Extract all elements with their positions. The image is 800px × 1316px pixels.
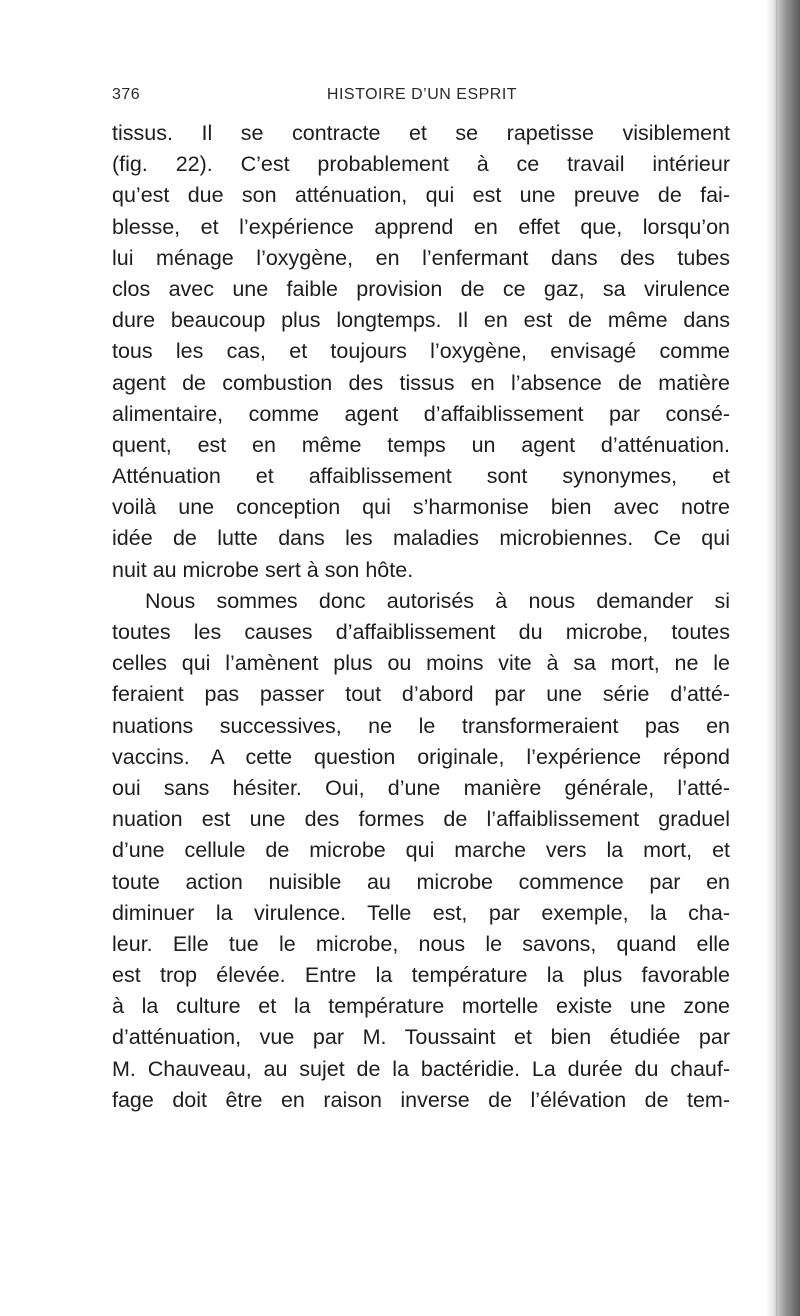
text-line: nuit au microbe sert à son hôte. [112,557,414,582]
text-line: voilà une conception qui s’harmonise bien avec notre [112,495,730,520]
text-line: leur. Elle tue le microbe, nous le savons, quand elle [112,931,730,956]
body-text [112,118,730,1116]
text-line: clos avec une faible provision de ce gaz, sa virulence [112,276,730,301]
text-line: tissus. Il se contracte et se rapetisse visiblement [112,121,730,145]
text-line: Nous sommes donc autorisés à nous demander si [145,588,730,613]
text-line: qu’est due son atténuation, qui est une preuve de fai- [112,183,730,208]
book-spine-edge [766,0,800,1316]
text-line: est trop élevée. Entre la température la plus favorable [112,963,730,988]
text-line: agent de combustion des tissus en l’absence de matière [112,370,730,395]
text-line: d’une cellule de microbe qui marche vers la mort, et [112,838,730,863]
text-line: toutes les causes d’affaiblissement du microbe, toutes [112,620,730,644]
text-line: diminuer la virulence. Telle est, par exemple, la cha- [112,900,730,925]
page-header [112,86,732,110]
text-line: Atténuation et affaiblissement sont synonymes, et [112,464,730,489]
text-line: (fig. 22). C’est probablement à ce travail intérieur [112,152,730,177]
text-line: idée de lutte dans les maladies microbiennes. Ce qui [112,526,730,551]
text-line: vaccins. A cette question originale, l’expérience répond [112,744,730,769]
text-line: à la culture et la température mortelle existe une zone [112,994,730,1019]
text-line: lui ménage l’oxygène, en l’enfermant dans des tubes [112,245,730,270]
page-number: 376 [112,86,141,103]
text-line: alimentaire, comme agent d’affaiblissement par consé- [112,401,730,426]
text-line: tous les cas, et toujours l’oxygène, envisagé comme [112,339,730,364]
text-line: feraient pas passer tout d’abord par une série d’atté- [112,682,730,707]
running-title: HISTOIRE D’UN ESPRIT [326,86,518,103]
text-line: dure beaucoup plus longtemps. Il en est de même dans [112,308,730,333]
text-line: M. Chauveau, au sujet de la bactéridie. La durée du chauf- [112,1056,730,1081]
text-line: celles qui l’amènent plus ou moins vite à sa mort, ne le [112,651,730,676]
text-line: fage doit être en raison inverse de l’élévation de tem- [112,1087,730,1112]
text-line: blesse, et l’expérience apprend en effet que, lorsqu’on [112,214,730,239]
text-line: d’atténuation, vue par M. Toussaint et bien étudiée par [112,1025,730,1050]
text-line: nuation est une des formes de l’affaiblissement graduel [112,807,730,832]
text-line: quent, est en même temps un agent d’atténuation. [112,432,730,457]
text-line: toute action nuisible au microbe commence par en [112,869,730,894]
text-line: nuations successives, ne le transformeraient pas en [112,713,730,738]
text-line: oui sans hésiter. Oui, d’une manière générale, l’atté- [112,775,730,800]
